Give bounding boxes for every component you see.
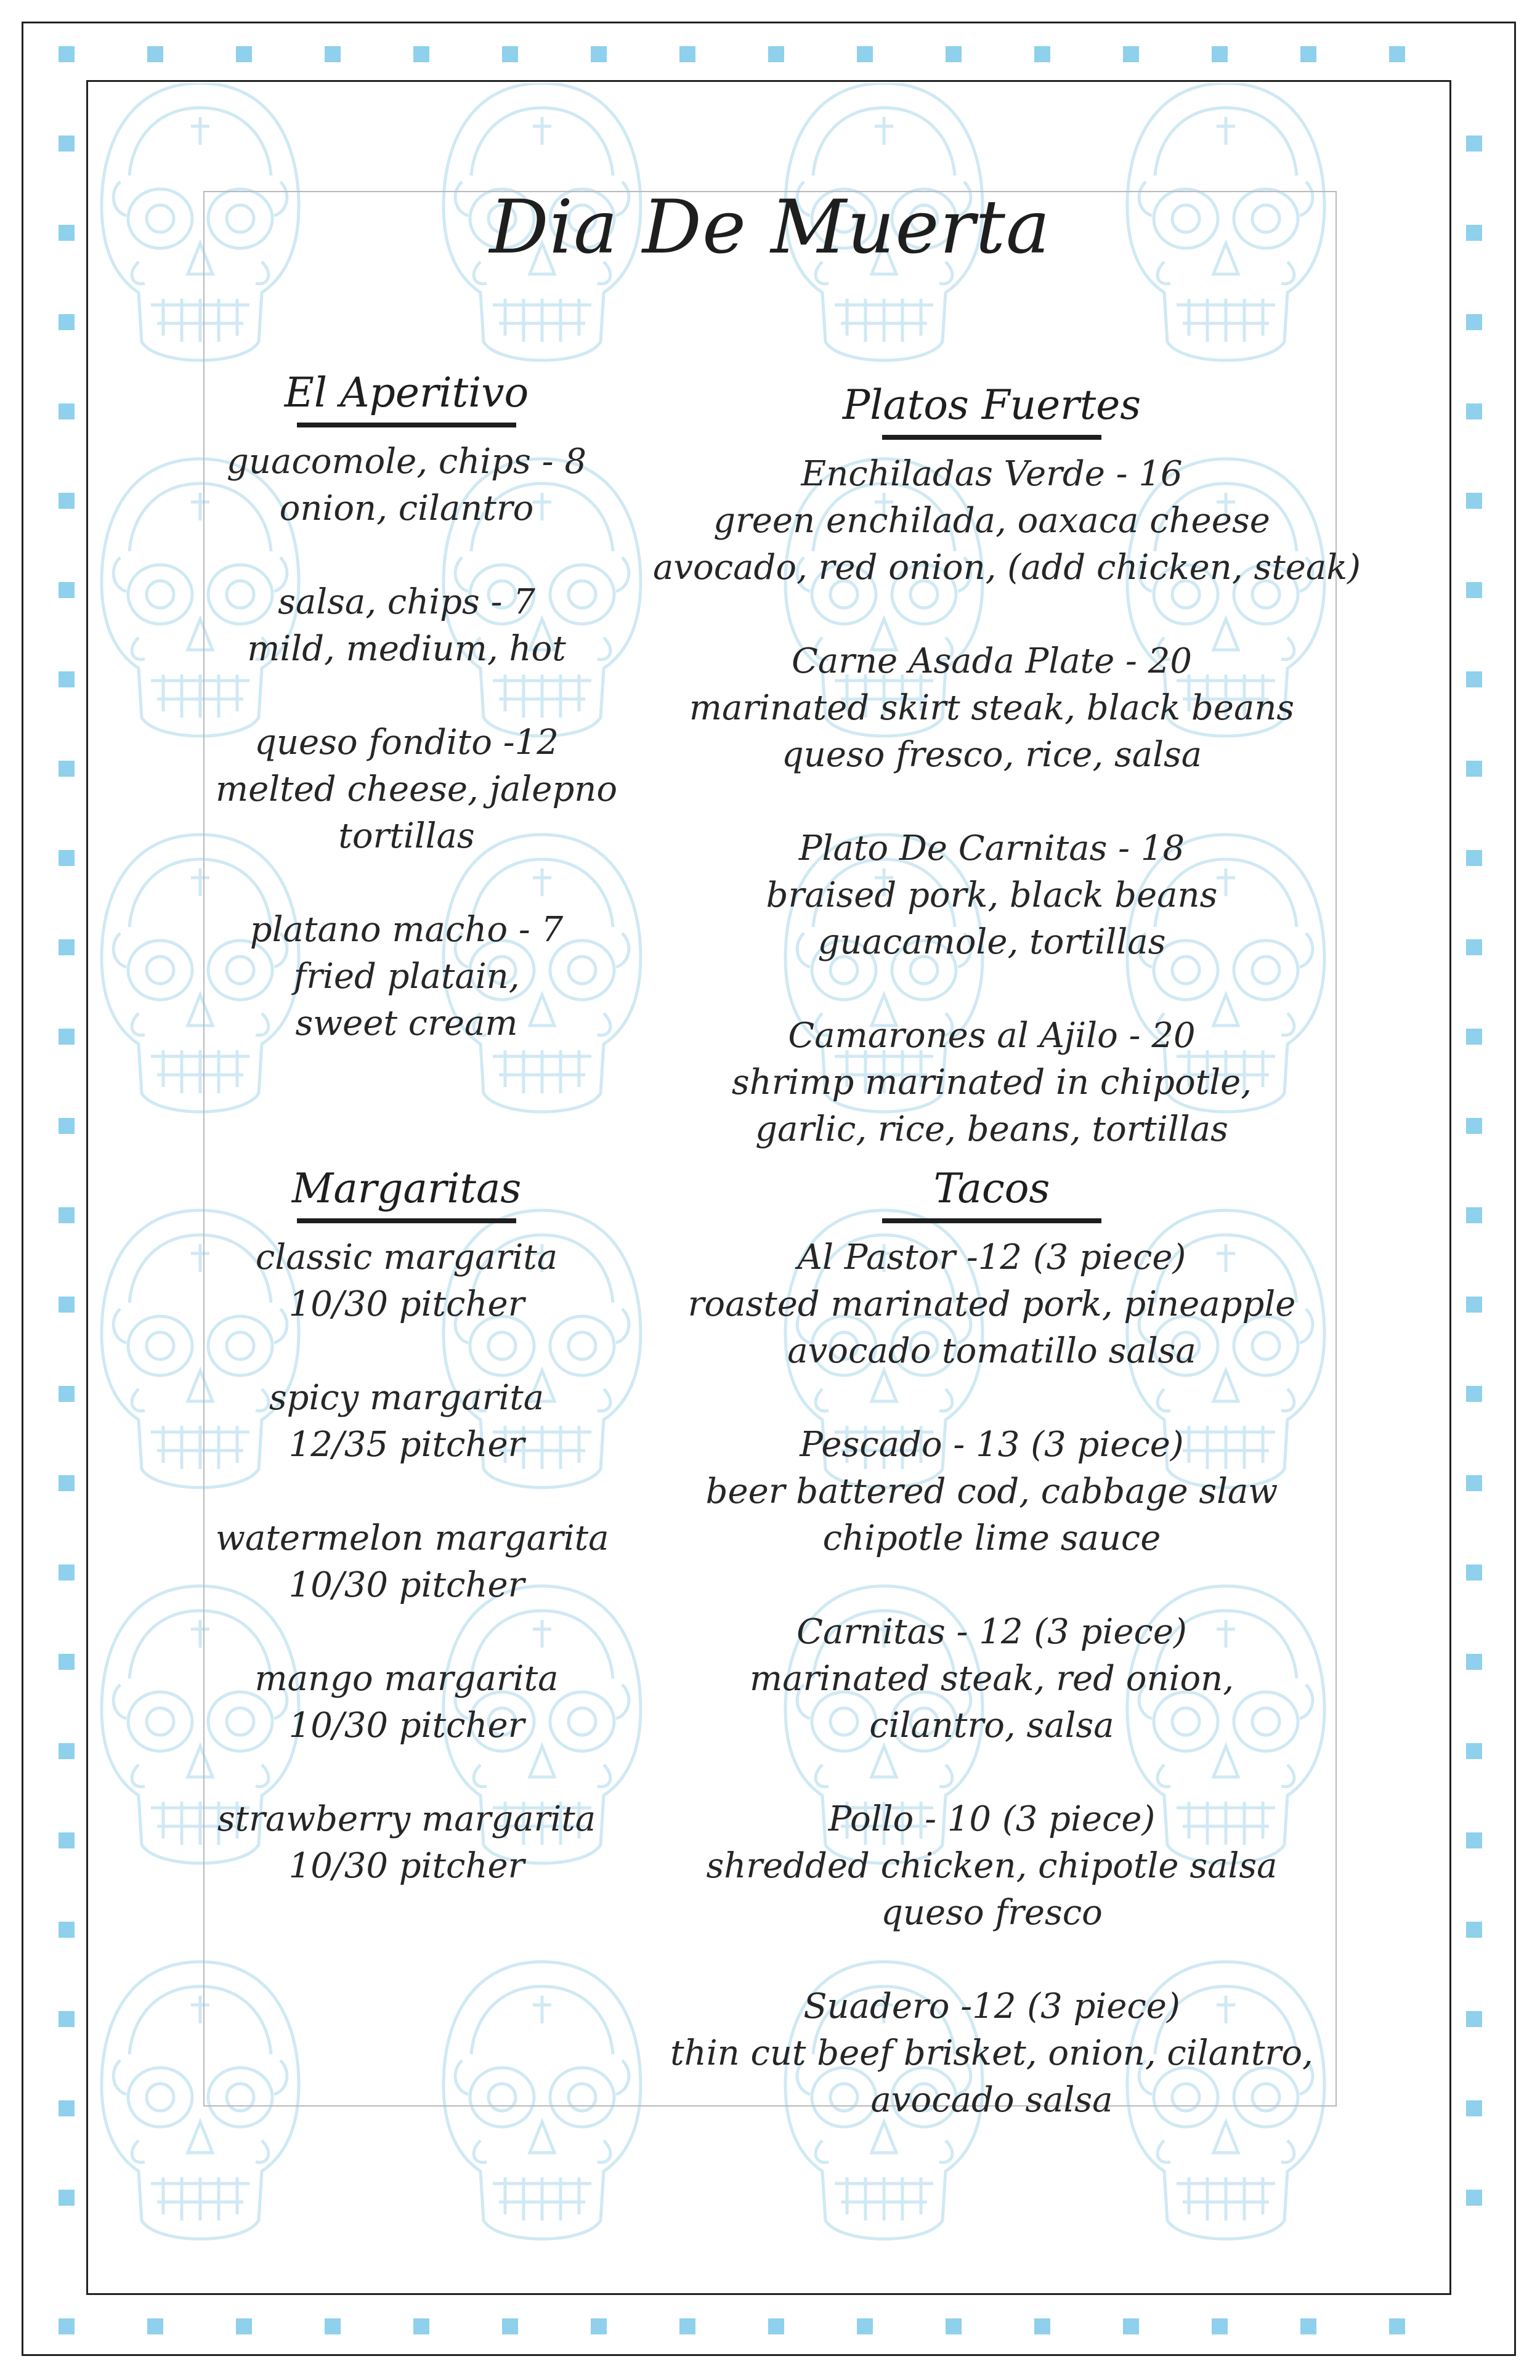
border-square (59, 1475, 75, 1491)
menu-item (653, 451, 1361, 591)
border-square (59, 939, 75, 955)
border-square (1389, 46, 1405, 62)
border-square (236, 2318, 252, 2334)
border-square (1212, 46, 1228, 62)
item-name: Al Pastor -12 (3 piece) (797, 1237, 1186, 1277)
item-name: Pollo - 10 (3 piece) (828, 1799, 1156, 1839)
border-square (1466, 493, 1482, 509)
border-square (1466, 403, 1482, 419)
item-name: Carnitas - 12 (3 piece) (796, 1612, 1187, 1652)
section-title: Margaritas (291, 1165, 522, 1212)
border-square (1466, 1922, 1482, 1938)
item-description: roasted marinated pork, pineapple (687, 1284, 1296, 1324)
menu-title: Dia De Muerta (489, 185, 1051, 270)
item-name: Plato De Carnitas - 18 (798, 828, 1185, 868)
item-list (216, 1234, 609, 1890)
border-square (857, 2318, 873, 2334)
border-square (679, 2318, 695, 2334)
menu-item (216, 907, 598, 1047)
border-square (59, 403, 75, 419)
border-square (1466, 225, 1482, 241)
border-square (1212, 2318, 1228, 2334)
item-description: braised pork, black beans (766, 875, 1218, 915)
border-square (59, 761, 75, 777)
border-square (1466, 2011, 1482, 2027)
border-square (236, 46, 252, 62)
menu-item (216, 1656, 598, 1749)
section-title: Tacos (933, 1165, 1050, 1212)
item-description: green enchilada, oaxaca cheese (713, 501, 1270, 541)
menu-item (653, 638, 1331, 779)
item-description: 10/30 pitcher (288, 1706, 525, 1746)
section-tacos (653, 1163, 1331, 2124)
menu-item (216, 1234, 598, 1328)
border-square (59, 1654, 75, 1670)
border-square (147, 2318, 163, 2334)
border-square (59, 1029, 75, 1045)
border-square (59, 1386, 75, 1402)
item-description: marinated skirt steak, black beans (689, 688, 1295, 728)
border-square (59, 136, 75, 152)
item-name: spicy margarita (269, 1378, 545, 1418)
menu-item (653, 1609, 1331, 1749)
item-description: garlic, rice, beans, tortillas (755, 1109, 1228, 1149)
section-title: Platos Fuertes (842, 381, 1141, 429)
item-name: mango margarita (254, 1659, 559, 1699)
item-description: queso fresco, rice, salsa (781, 735, 1202, 775)
border-square (59, 1564, 75, 1581)
item-description: queso fresco (881, 1893, 1103, 1933)
section-platos-fuertes (653, 379, 1361, 1153)
border-square (1300, 46, 1316, 62)
menu-item (216, 1796, 598, 1890)
border-square (59, 582, 75, 598)
border-square (1466, 1743, 1482, 1759)
border-square (768, 2318, 784, 2334)
item-name: Camarones al Ajilo - 20 (788, 1016, 1196, 1056)
border-square (1466, 1118, 1482, 1134)
border-square (1466, 136, 1482, 152)
border-square (1466, 671, 1482, 687)
border-square (59, 2190, 75, 2206)
border-square (147, 46, 163, 62)
border-square (502, 46, 518, 62)
border-square (59, 46, 75, 62)
item-name: Pescado - 13 (3 piece) (800, 1425, 1184, 1465)
border-square (946, 2318, 962, 2334)
border-square (1466, 1654, 1482, 1670)
border-square (59, 1207, 75, 1223)
border-square (1466, 1386, 1482, 1402)
menu-item (216, 579, 598, 673)
border-square (59, 225, 75, 241)
border-square (413, 2318, 429, 2334)
border-square (1466, 2100, 1482, 2116)
menu-item (216, 1375, 598, 1468)
border-square (1466, 761, 1482, 777)
border-square (59, 314, 75, 330)
section-title: El Aperitivo (284, 369, 529, 416)
item-list (216, 439, 618, 1047)
border-square (768, 46, 784, 62)
border-square (59, 850, 75, 866)
border-square (1300, 2318, 1316, 2334)
border-square (857, 46, 873, 62)
item-description: tortillas (338, 816, 475, 856)
border-square (325, 46, 341, 62)
item-description: 10/30 pitcher (288, 1284, 525, 1324)
item-name: salsa, chips - 7 (278, 582, 535, 622)
section-aperitivo (216, 367, 618, 1047)
border-square (59, 2100, 75, 2116)
item-description: marinated steak, red onion, (749, 1659, 1234, 1699)
item-name: Carne Asada Plate - 20 (791, 641, 1192, 681)
border-square (1466, 2190, 1482, 2206)
menu-item (216, 439, 598, 532)
item-description: avocado tomatillo salsa (787, 1331, 1196, 1371)
border-square (591, 46, 607, 62)
item-description: avocado, red onion, (add chicken, steak) (653, 548, 1361, 588)
item-name: queso fondito -12 (254, 722, 559, 763)
section-margaritas (216, 1163, 609, 1890)
border-square (413, 46, 429, 62)
section-underline (882, 435, 1101, 440)
menu-item (653, 1234, 1331, 1375)
border-square (59, 1832, 75, 1848)
item-description: 10/30 pitcher (288, 1565, 525, 1605)
border-square (59, 1922, 75, 1938)
menu-item (653, 1983, 1331, 2124)
item-name: platano macho - 7 (249, 910, 564, 950)
item-description: melted cheese, jalepno (216, 769, 618, 809)
border-square (325, 2318, 341, 2334)
border-square (59, 671, 75, 687)
item-description: 12/35 pitcher (288, 1425, 525, 1465)
border-square (59, 1743, 75, 1759)
item-description: beer battered cod, cabbage slaw (705, 1471, 1278, 1512)
item-description: guacamole, tortillas (817, 922, 1166, 962)
menu-item (216, 1515, 609, 1609)
border-square (1466, 850, 1482, 866)
menu-item (653, 1013, 1331, 1153)
border-square (59, 2011, 75, 2027)
item-description: thin cut beef brisket, onion, cilantro, (670, 2033, 1313, 2073)
border-square (1466, 1475, 1482, 1491)
border-square (59, 2318, 75, 2334)
section-underline (297, 423, 516, 427)
section-underline (882, 1218, 1101, 1223)
border-square (1466, 939, 1482, 955)
item-description: fried platain, (293, 957, 520, 997)
border-square (1389, 2318, 1405, 2334)
border-square (946, 46, 962, 62)
item-description: shrimp marinated in chipotle, (731, 1062, 1252, 1103)
item-list (653, 451, 1361, 1153)
border-square (59, 493, 75, 509)
menu-item (653, 1796, 1331, 1937)
item-description: mild, medium, hot (247, 629, 566, 669)
item-name: strawberry margarita (217, 1799, 596, 1839)
border-square (1466, 1297, 1482, 1313)
border-square (1123, 46, 1139, 62)
border-square (1034, 2318, 1050, 2334)
border-square (591, 2318, 607, 2334)
item-name: Suadero -12 (3 piece) (803, 1986, 1180, 2026)
item-description: sweet cream (295, 1003, 518, 1043)
section-underline (297, 1218, 516, 1223)
border-square (1466, 1832, 1482, 1848)
item-description: shredded chicken, chipotle salsa (706, 1846, 1278, 1886)
item-description: chipotle lime sauce (822, 1518, 1161, 1558)
border-square (679, 46, 695, 62)
border-square (1466, 314, 1482, 330)
item-description: avocado salsa (870, 2080, 1113, 2120)
border-square (59, 1297, 75, 1313)
item-name: guacomole, chips - 8 (227, 442, 586, 482)
menu-item (653, 825, 1331, 966)
item-list (653, 1234, 1331, 2124)
menu-item (216, 719, 618, 860)
border-square (59, 1118, 75, 1134)
item-name: watermelon margarita (216, 1518, 609, 1558)
item-description: onion, cilantro (279, 488, 534, 528)
border-square (1123, 2318, 1139, 2334)
border-square (1466, 1029, 1482, 1045)
item-description: 10/30 pitcher (288, 1846, 525, 1886)
item-name: classic margarita (255, 1237, 558, 1277)
menu-item (653, 1422, 1331, 1562)
border-square (502, 2318, 518, 2334)
item-description: cilantro, salsa (869, 1706, 1114, 1746)
border-square (1466, 1207, 1482, 1223)
border-square (1466, 1564, 1482, 1581)
border-square (1466, 582, 1482, 598)
item-name: Enchiladas Verde - 16 (801, 454, 1183, 494)
border-square (1034, 46, 1050, 62)
